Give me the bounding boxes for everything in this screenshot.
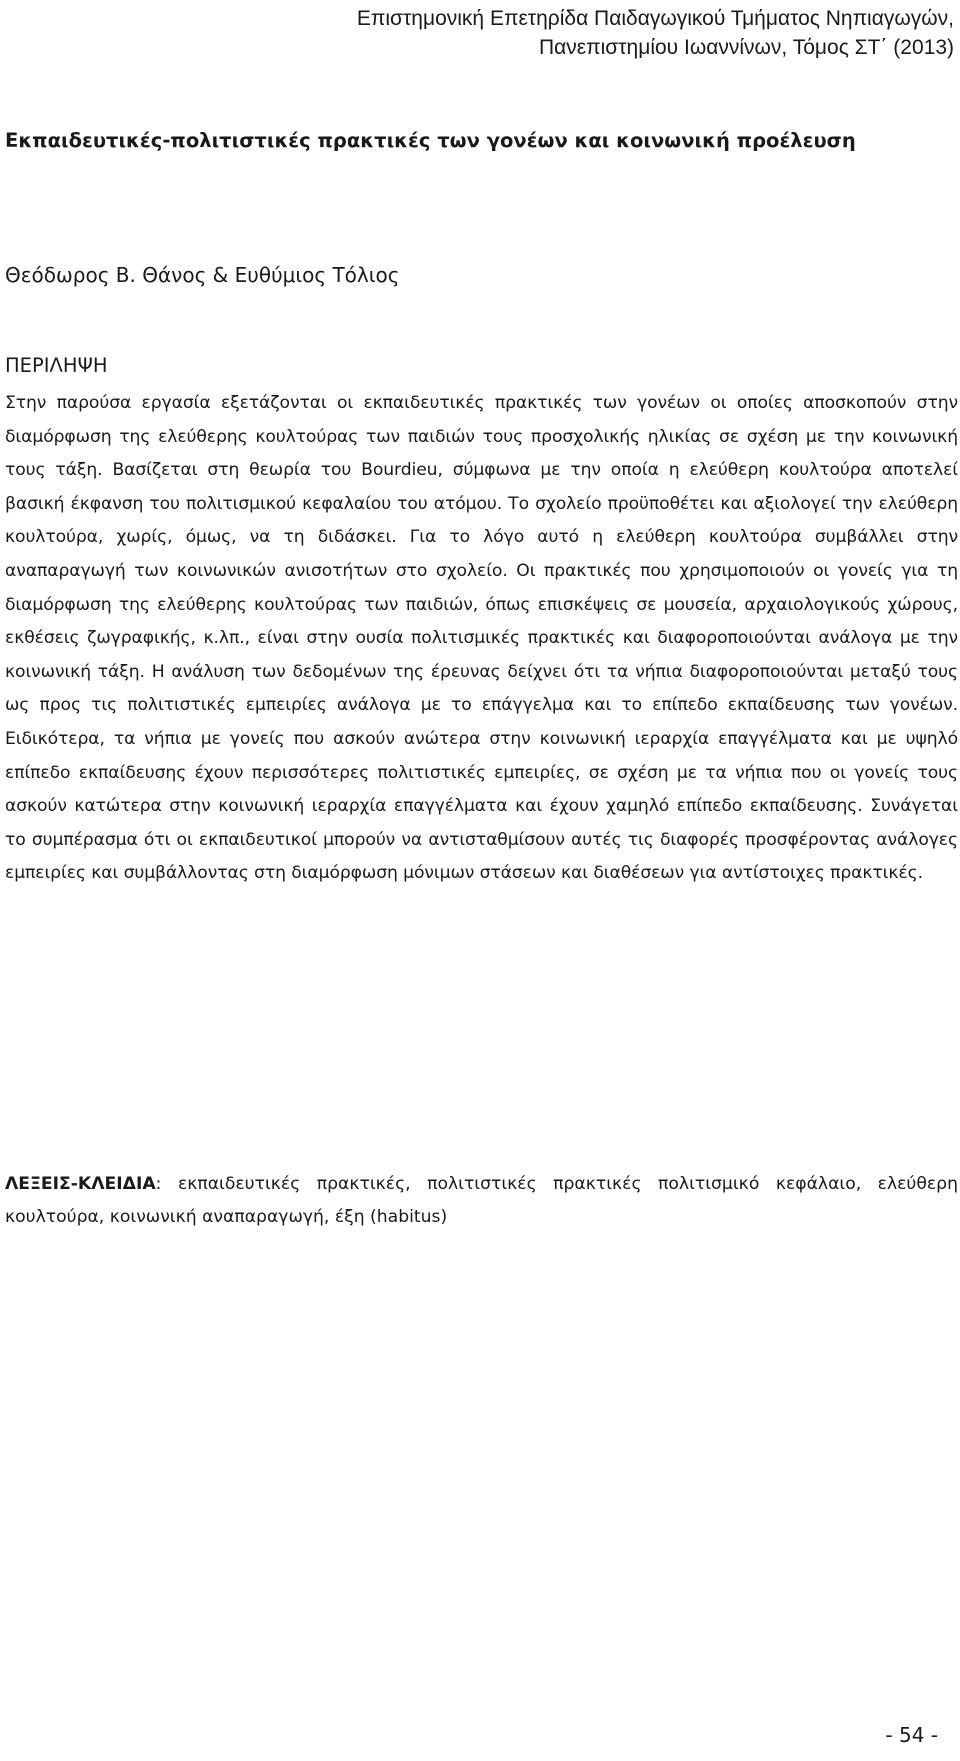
abstract-heading: ΠΕΡΙΛΗΨΗ [5, 354, 108, 377]
article-authors: Θεόδωρος Β. Θάνος & Ευθύμιος Τόλιος [5, 263, 400, 287]
abstract-text: Στην παρούσα εργασία εξετάζονται οι εκπαιδευτικές πρακτικές των γονέων οι οποίες αποσκοπούν στην διαμόρφωση της ελεύθερης κουλτούρας των παιδιών τους προσχολικής ηλικίας σε σχέση με την κοινωνική τους τάξη. Βασίζεται στη θεωρία του Bourdieu, σύμφωνα με την οποία η ελεύθερη κουλτούρα αποτελεί βασική έκφανση του πολιτισμικού κεφαλαίου του ατόμου. Το σχολείο προϋποθέτει και αξιολογεί την ελεύθερη κουλτούρα, χωρίς, όμως, να τη διδάσκει. Για το λόγο αυτό η ελεύθερη κουλτούρα συμβάλλει στην αναπαραγωγή των κοινωνικών ανισοτήτων στο σχολείο. Οι πρακτικές που χρησιμοποιούν οι γονείς για τη διαμόρφωση της ελεύθερης κουλτούρας των παιδιών, όπως επισκέψεις σε μουσεία, αρχαιολογικούς χώρους, εκθέσεις ζωγραφικής, κ.λπ., είναι στην ουσία πολιτισμικές πρακτικές και διαφοροποιούνται ανάλογα με την κοινωνική τάξη. Η ανάλυση των δεδομένων της έρευνας δείχνει ότι τα νήπια διαφοροποιούνται μεταξύ τους ως προς τις πολιτιστικές εμπειρίες ανάλογα με το επάγγελμα και το επίπεδο εκπαίδευσης των γονέων. Ειδικότερα, τα νήπια με γονείς που ασκούν ανώτερα στην κοινωνική ιεραρχία επαγγέλματα και με υψηλό επίπεδο εκπαίδευσης έχουν περισσότερες πολιτιστικές εμπειρίες, σε σχέση με τα νήπια που οι γονείς τους ασκούν κατώτερα στην κοινωνική ιεραρχία επαγγέλματα και έχουν χαμηλό επίπεδο εκπαίδευσης. Συνάγεται το συμπέρασμα ότι οι εκπαιδευτικοί μπορούν να αντισταθμίσουν αυτές τις διαφορές προσφέροντας ανάλογες εμπειρίες και συμβάλλοντας στη διαμόρφωση μόνιμων στάσεων και διαθέσεων για αντίστοιχες πρακτικές. [5, 393, 958, 884]
journal-header-line-1: Επιστημονική Επετηρίδα Παιδαγωγικού Τμήματος Νηπιαγωγών, [356, 7, 954, 30]
keywords-text: εκπαιδευτικές πρακτικές, πολιτιστικές πρακτικές πολιτισμικό κεφάλαιο, ελεύθερη κουλτούρα, κοινωνική αναπαραγωγή, έξη (habitus) [5, 1174, 958, 1227]
article-title: Εκπαιδευτικές-πολιτιστικές πρακτικές των γονέων και κοινωνική προέλευση [5, 129, 856, 152]
keywords-label: ΛΕΞΕΙΣ-ΚΛΕΙΔΙΑ [5, 1174, 156, 1194]
page-number: - 54 - [885, 1723, 938, 1747]
journal-header-line-2: Πανεπιστημίου Ιωαννίνων, Τόμος ΣΤ΄ (2013) [538, 36, 954, 59]
keywords-separator: : [155, 1174, 162, 1194]
journal-header [54, 4, 954, 62]
keywords [5, 1168, 958, 1234]
